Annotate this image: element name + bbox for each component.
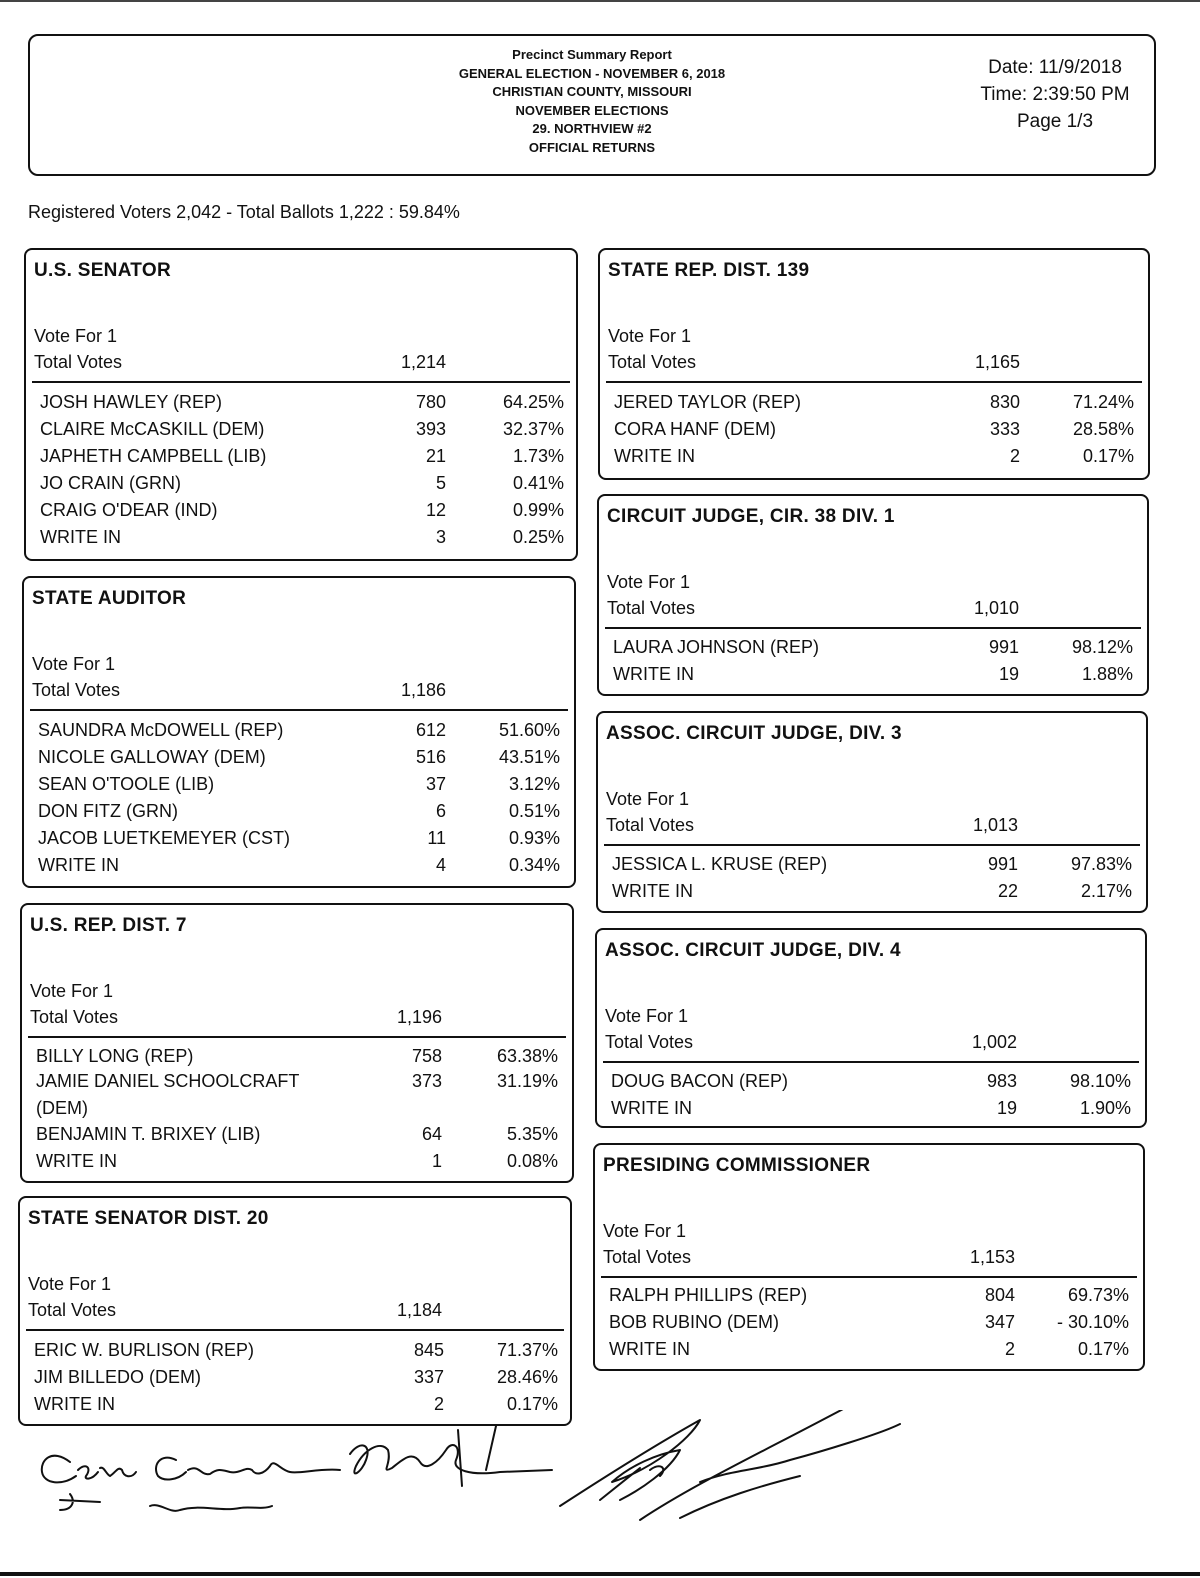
race-title: CIRCUIT JUDGE, CIR. 38 DIV. 1 <box>607 506 895 527</box>
candidate-pct: 1.90% <box>1079 1098 1131 1118</box>
candidate-pct: 43.51% <box>498 747 560 767</box>
candidate-votes: 3 <box>435 527 446 547</box>
race-circuit-judge-cir-38-div-1 <box>597 494 1149 696</box>
candidate-votes: 830 <box>989 392 1020 412</box>
candidate-name: LAURA JOHNSON (REP) <box>613 637 820 657</box>
candidate-pct: 0.25% <box>512 527 564 547</box>
candidate-votes: 2 <box>433 1394 444 1414</box>
candidate-votes: 1 <box>431 1151 442 1171</box>
divider <box>26 1329 564 1331</box>
candidate-pct: 97.83% <box>1070 854 1132 874</box>
candidate-votes: 347 <box>984 1312 1015 1332</box>
vote-for-label: Vote For 1 <box>607 572 691 592</box>
vote-for-label: Vote For 1 <box>30 981 114 1001</box>
candidate-name: CORA HANF (DEM) <box>614 419 776 439</box>
divider <box>606 381 1142 383</box>
candidate-name: CLAIRE McCASKILL (DEM) <box>40 419 265 439</box>
candidate-pct: 0.08% <box>506 1151 558 1171</box>
election-group: NOVEMBER ELECTIONS <box>515 102 669 118</box>
candidate-votes: 22 <box>997 881 1018 901</box>
race-state-auditor <box>22 576 576 888</box>
report-date: Date: 11/9/2018 <box>988 57 1122 78</box>
total-votes-label: Total Votes <box>32 680 121 700</box>
report-time: Time: 2:39:50 PM <box>980 84 1130 105</box>
candidate-pct: 5.35% <box>506 1124 558 1144</box>
race-assoc-circuit-judge-div-4 <box>595 928 1147 1128</box>
vote-for-label: Vote For 1 <box>28 1274 112 1294</box>
candidate-votes: 393 <box>415 419 446 439</box>
race-title: STATE REP. DIST. 139 <box>608 260 810 281</box>
vote-for-label: Vote For 1 <box>34 326 118 346</box>
candidate-name: JAPHETH CAMPBELL (LIB) <box>40 446 267 466</box>
returns-status: OFFICIAL RETURNS <box>528 139 656 155</box>
race-title: PRESIDING COMMISSIONER <box>603 1155 871 1176</box>
candidate-pct: 3.12% <box>508 774 560 794</box>
candidate-name: JIM BILLEDO (DEM) <box>34 1367 202 1387</box>
total-votes-label: Total Votes <box>28 1300 117 1320</box>
report-type: Precinct Summary Report <box>512 47 672 62</box>
candidate-votes: 12 <box>425 500 446 520</box>
divider <box>601 1276 1137 1278</box>
race-us-senator <box>24 248 578 561</box>
candidate-pct: 1.73% <box>512 446 564 466</box>
total-votes-value: 1,186 <box>400 680 446 700</box>
candidate-name: JAMIE DANIEL SCHOOLCRAFT <box>36 1071 300 1091</box>
candidate-pct: 0.93% <box>508 828 560 848</box>
candidate-name: WRITE IN <box>614 446 695 466</box>
candidate-pct: 1.88% <box>1081 664 1133 684</box>
total-votes-value: 1,196 <box>396 1007 442 1027</box>
divider <box>603 1061 1139 1063</box>
precinct-name: 29. NORTHVIEW #2 <box>532 121 652 136</box>
candidate-name: WRITE IN <box>611 1098 692 1118</box>
total-votes-label: Total Votes <box>34 352 123 372</box>
vote-for-label: Vote For 1 <box>32 654 116 674</box>
total-votes-label: Total Votes <box>30 1007 119 1027</box>
candidate-votes: 845 <box>413 1340 444 1360</box>
candidate-name: NICOLE GALLOWAY (DEM) <box>38 747 266 767</box>
signatures <box>0 1410 1200 1570</box>
candidate-pct: 64.25% <box>502 392 564 412</box>
candidate-votes: 612 <box>415 720 446 740</box>
candidate-name: RALPH PHILLIPS (REP) <box>609 1285 808 1305</box>
candidate-votes: 758 <box>411 1046 442 1066</box>
candidate-pct: 28.46% <box>496 1367 558 1387</box>
race-title: ASSOC. CIRCUIT JUDGE, DIV. 3 <box>606 723 902 744</box>
candidate-votes: 991 <box>988 637 1019 657</box>
race-state-rep-dist-139 <box>598 248 1150 480</box>
divider <box>30 709 568 711</box>
candidate-votes: 516 <box>415 747 446 767</box>
vote-for-label: Vote For 1 <box>606 789 690 809</box>
total-votes-value: 1,013 <box>972 815 1018 835</box>
candidate-votes: 780 <box>415 392 446 412</box>
race-title: ASSOC. CIRCUIT JUDGE, DIV. 4 <box>605 940 901 961</box>
total-votes-label: Total Votes <box>605 1032 694 1052</box>
candidate-name: DON FITZ (GRN) <box>38 801 178 821</box>
candidate-pct: 71.24% <box>1072 392 1134 412</box>
candidate-name: JERED TAYLOR (REP) <box>614 392 802 412</box>
candidate-name: JACOB LUETKEMEYER (CST) <box>38 828 291 848</box>
candidate-pct: 0.17% <box>506 1394 558 1414</box>
candidate-votes: 37 <box>425 774 446 794</box>
candidate-pct: 0.41% <box>512 473 564 493</box>
candidate-votes: 2 <box>1009 446 1020 466</box>
candidate-pct: 28.58% <box>1072 419 1134 439</box>
total-votes-label: Total Votes <box>606 815 695 835</box>
turnout-summary: Registered Voters 2,042 - Total Ballots 1,222 : 59.84% <box>28 202 460 222</box>
election-name: GENERAL ELECTION - NOVEMBER 6, 2018 <box>458 65 726 81</box>
total-votes-value: 1,010 <box>973 598 1019 618</box>
candidate-name: WRITE IN <box>36 1151 117 1171</box>
candidate-name: WRITE IN <box>609 1339 690 1359</box>
total-votes-label: Total Votes <box>608 352 697 372</box>
candidate-votes: 5 <box>435 473 446 493</box>
race-presiding-commissioner <box>593 1143 1145 1371</box>
divider <box>605 627 1141 629</box>
candidate-party: (DEM) <box>36 1098 88 1118</box>
divider <box>28 1036 566 1038</box>
report-header <box>28 34 1156 176</box>
vote-for-label: Vote For 1 <box>603 1221 687 1241</box>
race-us-rep-dist-7 <box>20 903 574 1183</box>
candidate-votes: 21 <box>425 446 446 466</box>
divider <box>604 844 1140 846</box>
candidate-votes: 4 <box>435 855 446 875</box>
candidate-name: WRITE IN <box>613 664 694 684</box>
total-votes-value: 1,184 <box>396 1300 442 1320</box>
candidate-pct: 0.51% <box>508 801 560 821</box>
candidate-votes: 2 <box>1004 1339 1015 1359</box>
candidate-name: JO CRAIN (GRN) <box>40 473 181 493</box>
candidate-pct: 98.10% <box>1069 1071 1131 1091</box>
candidate-pct: 32.37% <box>502 419 564 439</box>
total-votes-value: 1,153 <box>969 1247 1015 1267</box>
race-title: U.S. REP. DIST. 7 <box>30 915 187 936</box>
candidate-name: JOSH HAWLEY (REP) <box>40 392 223 412</box>
candidate-pct: 51.60% <box>498 720 560 740</box>
candidate-votes: 64 <box>421 1124 442 1144</box>
candidate-votes: 991 <box>987 854 1018 874</box>
scan-border-bottom <box>0 1572 1200 1576</box>
candidate-name: SAUNDRA McDOWELL (REP) <box>38 720 284 740</box>
candidate-pct: 63.38% <box>496 1046 558 1066</box>
candidate-votes: 804 <box>984 1285 1015 1305</box>
candidate-pct: 0.17% <box>1082 446 1134 466</box>
candidate-votes: 333 <box>989 419 1020 439</box>
candidate-pct: 0.17% <box>1077 1339 1129 1359</box>
vote-for-label: Vote For 1 <box>608 326 692 346</box>
total-votes-label: Total Votes <box>603 1247 692 1267</box>
divider <box>32 381 570 383</box>
candidate-name: DOUG BACON (REP) <box>611 1071 789 1091</box>
candidate-name: WRITE IN <box>40 527 121 547</box>
candidate-name: WRITE IN <box>612 881 693 901</box>
scan-border-top <box>0 0 1200 2</box>
candidate-name: CRAIG O'DEAR (IND) <box>40 500 218 520</box>
candidate-name: BENJAMIN T. BRIXEY (LIB) <box>36 1124 261 1144</box>
race-state-senator-dist-20 <box>18 1196 572 1426</box>
candidate-name: ERIC W. BURLISON (REP) <box>34 1340 255 1360</box>
total-votes-value: 1,214 <box>400 352 446 372</box>
candidate-votes: 983 <box>986 1071 1017 1091</box>
total-votes-label: Total Votes <box>607 598 696 618</box>
candidate-name: BILLY LONG (REP) <box>36 1046 194 1066</box>
candidate-pct: 71.37% <box>496 1340 558 1360</box>
report-meta <box>970 54 1140 135</box>
candidate-votes: 6 <box>435 801 446 821</box>
candidate-pct: 2.17% <box>1080 881 1132 901</box>
candidate-name: WRITE IN <box>34 1394 115 1414</box>
candidate-pct: 69.73% <box>1067 1285 1129 1305</box>
candidate-votes: 337 <box>413 1367 444 1387</box>
page-number: Page 1/3 <box>1016 111 1094 132</box>
candidate-pct: 0.34% <box>508 855 560 875</box>
candidate-votes: 19 <box>998 664 1019 684</box>
candidate-pct: 31.19% <box>496 1071 558 1091</box>
candidate-name: JESSICA L. KRUSE (REP) <box>612 854 828 874</box>
candidate-pct: 0.99% <box>512 500 564 520</box>
race-title: U.S. SENATOR <box>34 260 171 281</box>
candidate-name: BOB RUBINO (DEM) <box>609 1312 780 1332</box>
candidate-votes: 19 <box>996 1098 1017 1118</box>
candidate-name: SEAN O'TOOLE (LIB) <box>38 774 215 794</box>
race-title: STATE AUDITOR <box>32 588 187 609</box>
vote-for-label: Vote For 1 <box>605 1006 689 1026</box>
candidate-votes: 11 <box>427 828 446 848</box>
candidate-pct: - 30.10% <box>1056 1312 1129 1332</box>
candidate-pct: 98.12% <box>1071 637 1133 657</box>
race-assoc-circuit-judge-div-3 <box>596 711 1148 913</box>
race-title: STATE SENATOR DIST. 20 <box>28 1208 269 1229</box>
total-votes-value: 1,002 <box>971 1032 1017 1052</box>
candidate-name: WRITE IN <box>38 855 119 875</box>
candidate-votes: 373 <box>411 1071 442 1091</box>
total-votes-value: 1,165 <box>974 352 1020 372</box>
county-name: CHRISTIAN COUNTY, MISSOURI <box>492 84 692 99</box>
